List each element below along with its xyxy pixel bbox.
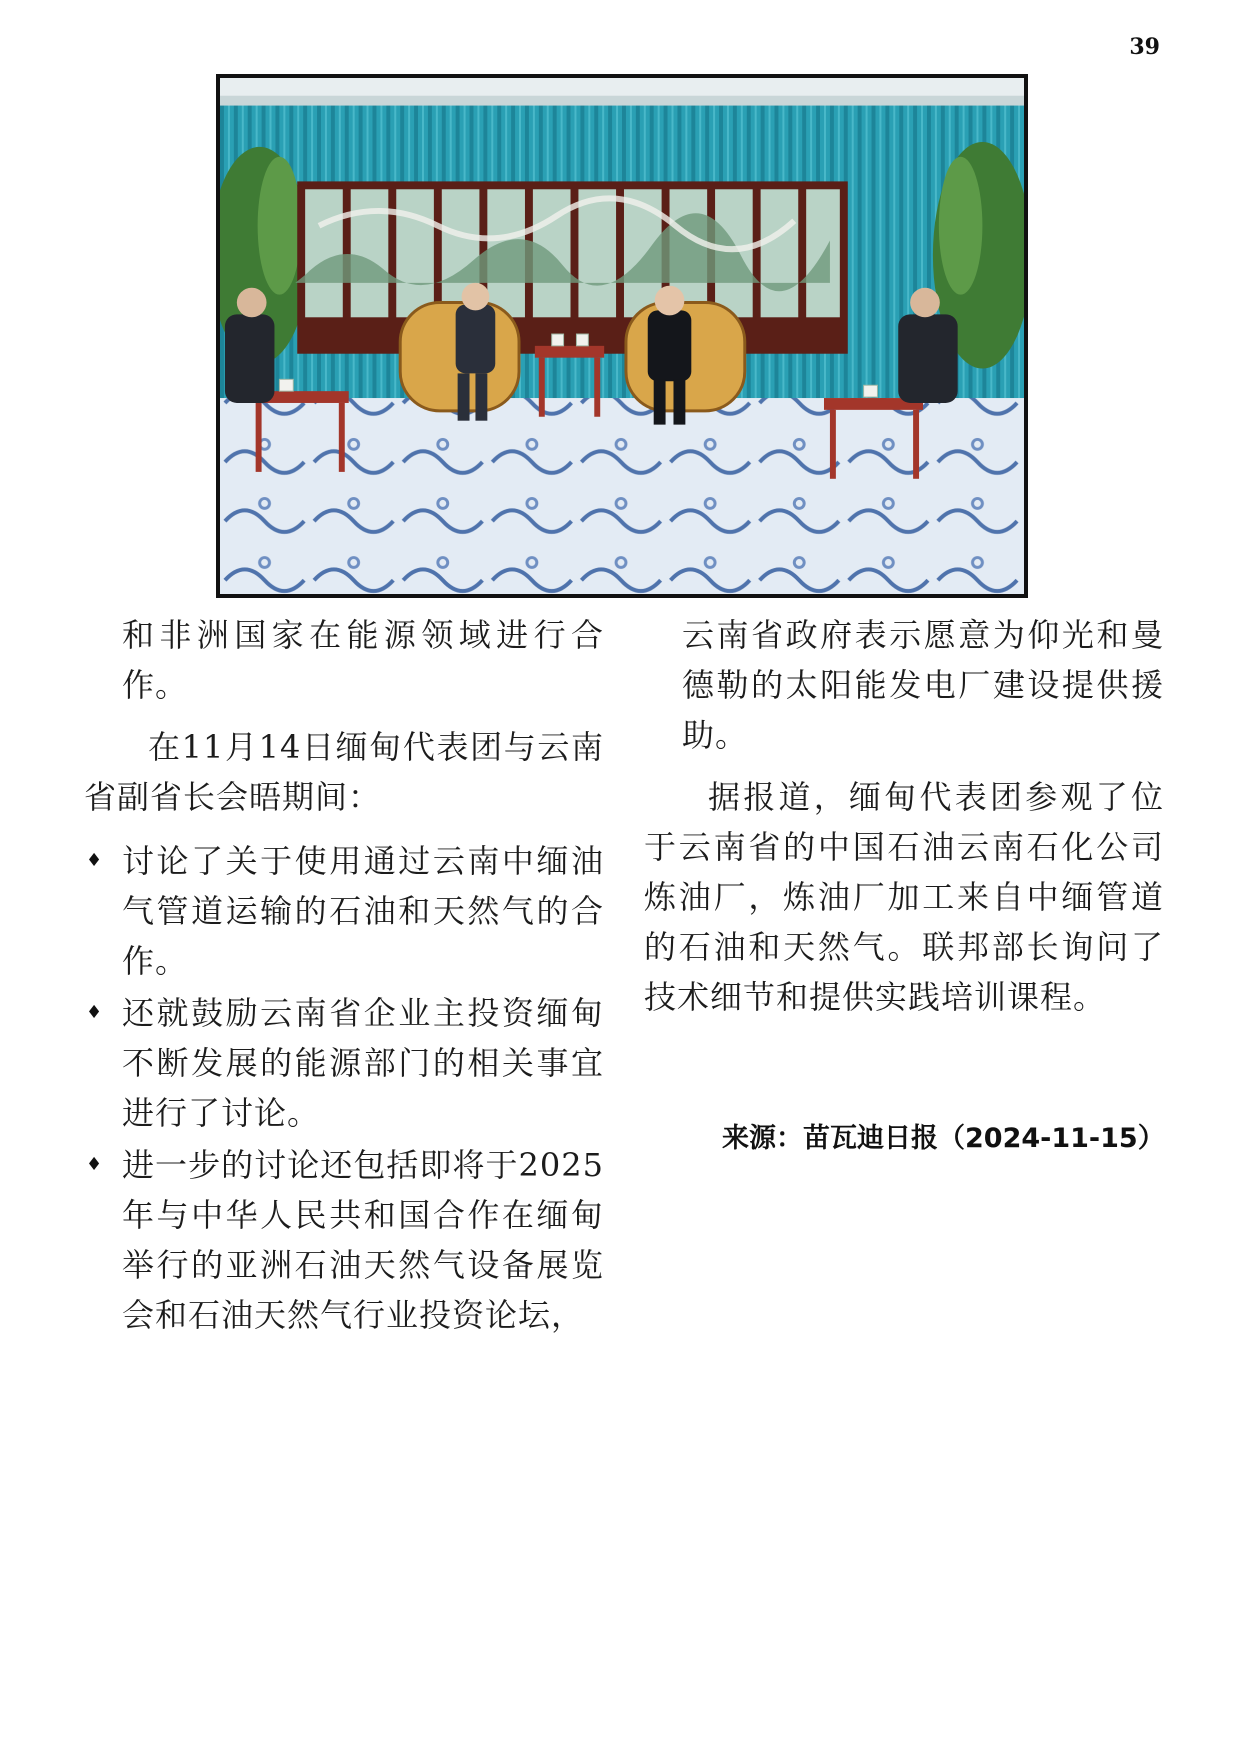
meeting-photo [216,74,1028,598]
list-item-text: 讨论了关于使用通过云南中缅油气管道运输的石油和天然气的合作。 [122,842,604,980]
right-continuation-text: 云南省政府表示愿意为仰光和曼德勒的太阳能发电厂建设提供援助。 [682,616,1164,754]
page-number: 39 [1129,34,1160,60]
discussion-list [84,836,604,1340]
diamond-bullet-icon: ♦ [86,1154,104,1175]
list-item-text: 进一步的讨论还包括即将于2025年与中华人民共和国合作在缅甸举行的亚洲石油天然气设备展览会和石油天然气行业投资论坛， [122,1146,604,1334]
refinery-visit-paragraph: 据报道，缅甸代表团参观了位于云南省的中国石油云南石化公司炼油厂，炼油厂加工来自中缅管道的石油和天然气。联邦部长询问了技术细节和提供实践培训课程。 [644,778,1164,1016]
list-item [84,836,604,986]
list-item [84,988,604,1138]
diamond-bullet-icon: ♦ [86,1002,104,1023]
left-continuation-text: 和非洲国家在能源领域进行合作。 [122,616,604,704]
list-item [84,1140,604,1340]
meeting-photo-illustration [220,78,1024,594]
source-citation: 来源：苗瓦迪日报（2024-11-15） [722,1123,1165,1154]
list-item-text: 还就鼓励云南省企业主投资缅甸不断发展的能源部门的相关事宜进行了讨论。 [122,994,604,1132]
right-column [644,610,1164,1022]
left-column [84,610,604,1342]
diamond-bullet-icon: ♦ [86,850,104,871]
meeting-intro-paragraph: 在11月14日缅甸代表团与云南省副省长会晤期间： [84,728,604,816]
